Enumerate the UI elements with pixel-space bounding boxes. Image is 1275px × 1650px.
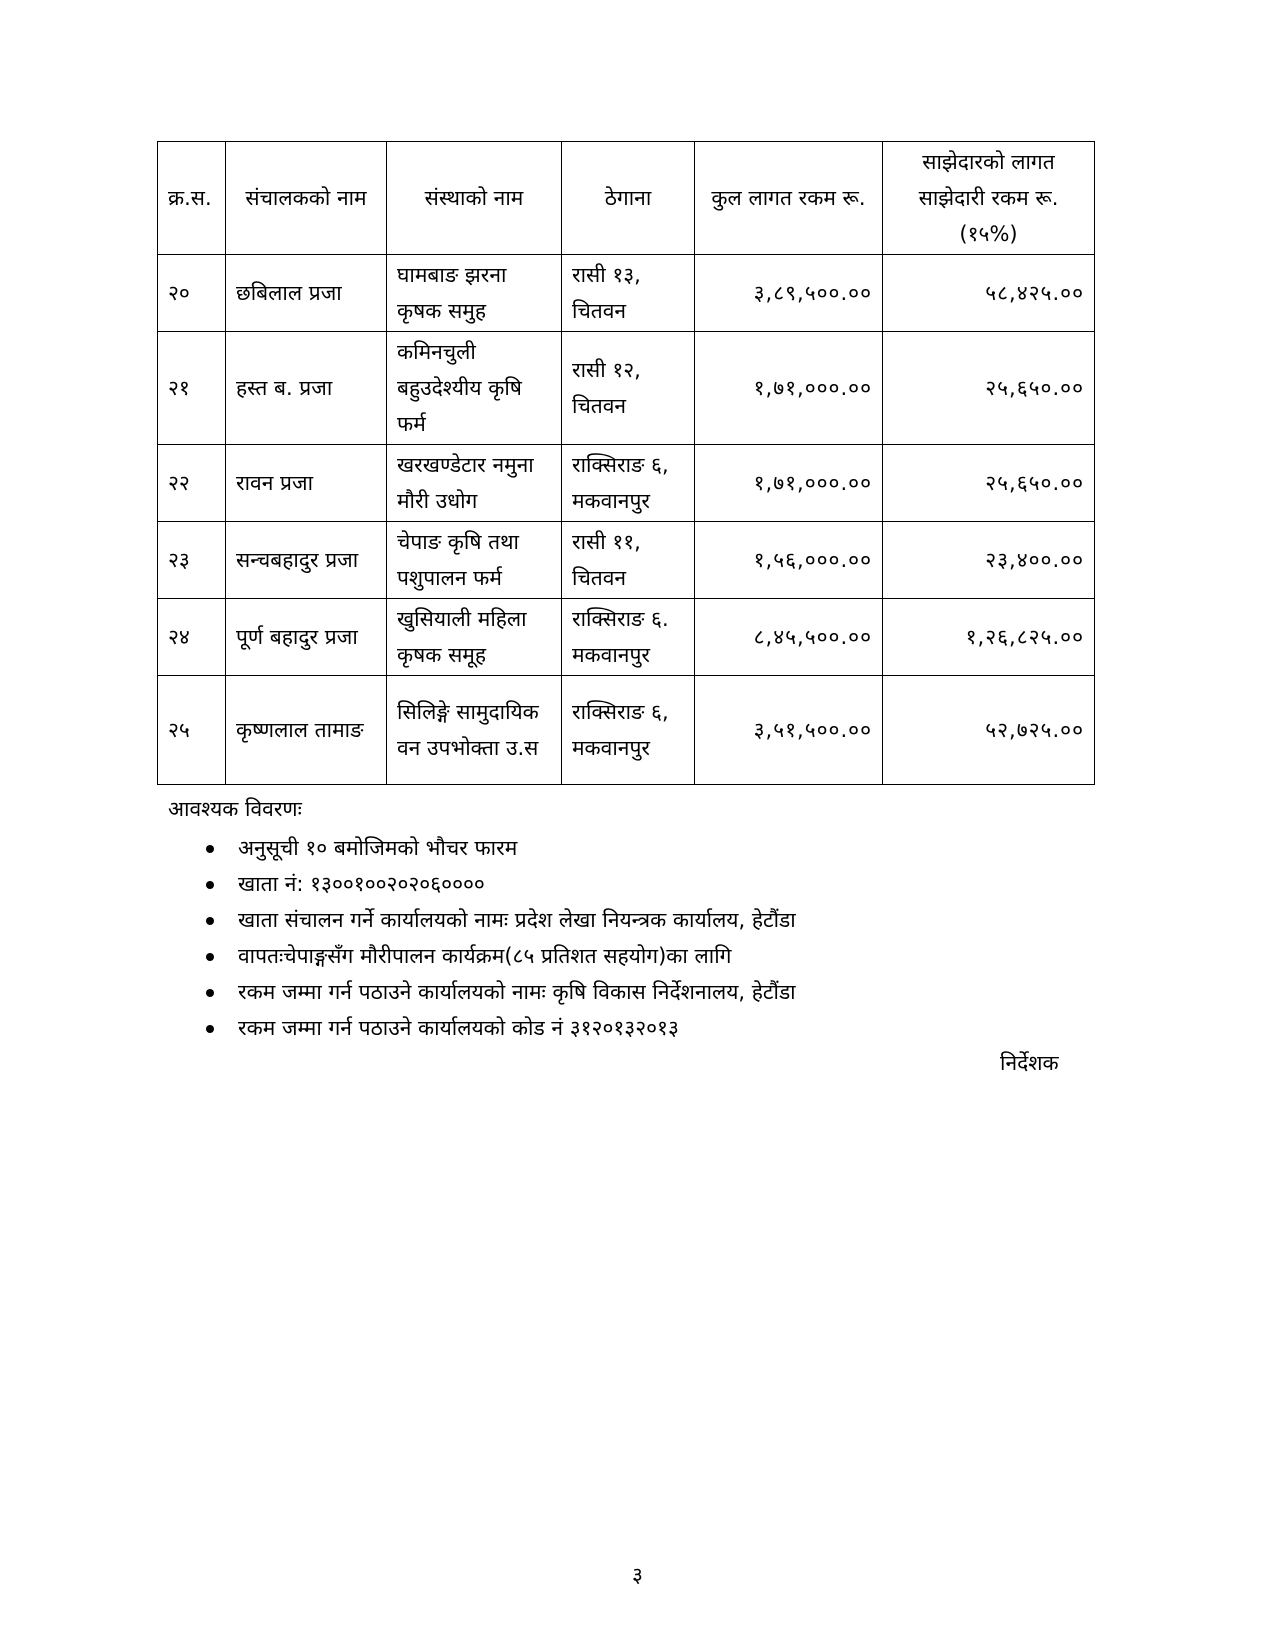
signature-designation: निर्देशक (1000, 1051, 1059, 1075)
cell-operator-name: सन्चबहादुर प्रजा (226, 522, 387, 599)
header-address: ठेगाना (562, 142, 695, 255)
cell-address: रासी १२, चितवन (562, 332, 695, 445)
cell-address: राक्सिराङ ६, मकवानपुर (562, 676, 695, 785)
cell-serial-number: २३ (158, 522, 226, 599)
cell-total-cost: ८,४५,५००.०० (695, 599, 883, 676)
cell-organization-name: कमिनचुली बहुउदेश्यीय कृषि फर्म (387, 332, 562, 445)
cell-partner-share: ५२,७२५.०० (883, 676, 1095, 785)
cell-organization-name: सिलिङ्गे सामुदायिक वन उपभोक्ता उ.स (387, 676, 562, 785)
cell-operator-name: कृष्णलाल तामाङ (226, 676, 387, 785)
list-item-text: रकम जम्मा गर्न पठाउने कार्यालयको कोड नं ३१२०१३२०१३ (238, 1016, 679, 1040)
cell-total-cost: १,७१,०००.०० (695, 332, 883, 445)
cell-partner-share: २५,६५०.०० (883, 445, 1095, 522)
cell-total-cost: ३,८९,५००.०० (695, 255, 883, 332)
cell-partner-share: २५,६५०.०० (883, 332, 1095, 445)
required-details-section (168, 792, 1068, 1046)
cell-operator-name: छबिलाल प्रजा (226, 255, 387, 332)
table-row (158, 522, 1095, 599)
bullet-icon (206, 1025, 214, 1033)
cell-serial-number: २५ (158, 676, 226, 785)
cell-organization-name: चेपाङ कृषि तथा पशुपालन फर्म (387, 522, 562, 599)
cell-address: राक्सिराङ ६, मकवानपुर (562, 445, 695, 522)
bullet-icon (206, 881, 214, 889)
cell-address: रासी ११, चितवन (562, 522, 695, 599)
cell-total-cost: १,७१,०००.०० (695, 445, 883, 522)
beneficiary-table (157, 141, 1095, 785)
cell-organization-name: घामबाङ झरना कृषक समुह (387, 255, 562, 332)
table-row (158, 445, 1095, 522)
table-row (158, 676, 1095, 785)
cell-total-cost: १,५६,०००.०० (695, 522, 883, 599)
list-item (168, 974, 1068, 1010)
list-item-text: वापतःचेपाङ्गसँग मौरीपालन कार्यक्रम(८५ प्रतिशत सहयोग)का लागि (238, 944, 732, 968)
header-total-cost: कुल लागत रकम रू. (695, 142, 883, 255)
cell-total-cost: ३,५१,५००.०० (695, 676, 883, 785)
table-row (158, 599, 1095, 676)
cell-organization-name: खुसियाली महिला कृषक समूह (387, 599, 562, 676)
required-details-list (168, 830, 1068, 1046)
cell-serial-number: २२ (158, 445, 226, 522)
cell-serial-number: २० (158, 255, 226, 332)
list-item-text: खाता नं: १३००१००२०२०६०००० (238, 872, 485, 896)
list-item-text: खाता संचालन गर्ने कार्यालयको नामः प्रदेश लेखा नियन्त्रक कार्यालय, हेटौंडा (238, 908, 796, 932)
page-number: ३ (632, 1563, 643, 1587)
table-row (158, 332, 1095, 445)
header-operator-name: संचालकको नाम (226, 142, 387, 255)
bullet-icon (206, 953, 214, 961)
cell-serial-number: २४ (158, 599, 226, 676)
bullet-icon (206, 845, 214, 853)
cell-address: राक्सिराङ ६. मकवानपुर (562, 599, 695, 676)
cell-operator-name: हस्त ब. प्रजा (226, 332, 387, 445)
list-item (168, 866, 1068, 902)
cell-address: रासी १३, चितवन (562, 255, 695, 332)
header-organization-name: संस्थाको नाम (387, 142, 562, 255)
cell-organization-name: खरखण्डेटार नमुना मौरी उधोग (387, 445, 562, 522)
list-item (168, 830, 1068, 866)
bullet-icon (206, 989, 214, 997)
list-item-text: रकम जम्मा गर्न पठाउने कार्यालयको नामः कृषि विकास निर्देशनालय, हेटौंडा (238, 980, 796, 1004)
cell-serial-number: २१ (158, 332, 226, 445)
list-item-text: अनुसूची १० बमोजिमको भौचर फारम (238, 836, 518, 860)
list-item (168, 902, 1068, 938)
cell-partner-share: २३,४००.०० (883, 522, 1095, 599)
cell-operator-name: पूर्ण बहादुर प्रजा (226, 599, 387, 676)
header-partner-share: साझेदारको लागत साझेदारी रकम रू. (१५%) (883, 142, 1095, 255)
header-serial-number: क्र.स. (158, 142, 226, 255)
bullet-icon (206, 917, 214, 925)
list-item (168, 1010, 1068, 1046)
cell-operator-name: रावन प्रजा (226, 445, 387, 522)
list-item (168, 938, 1068, 974)
cell-partner-share: १,२६,८२५.०० (883, 599, 1095, 676)
required-details-title: आवश्यक विवरणः (168, 797, 302, 821)
cell-partner-share: ५८,४२५.०० (883, 255, 1095, 332)
table-header-row (158, 142, 1095, 255)
table-row (158, 255, 1095, 332)
